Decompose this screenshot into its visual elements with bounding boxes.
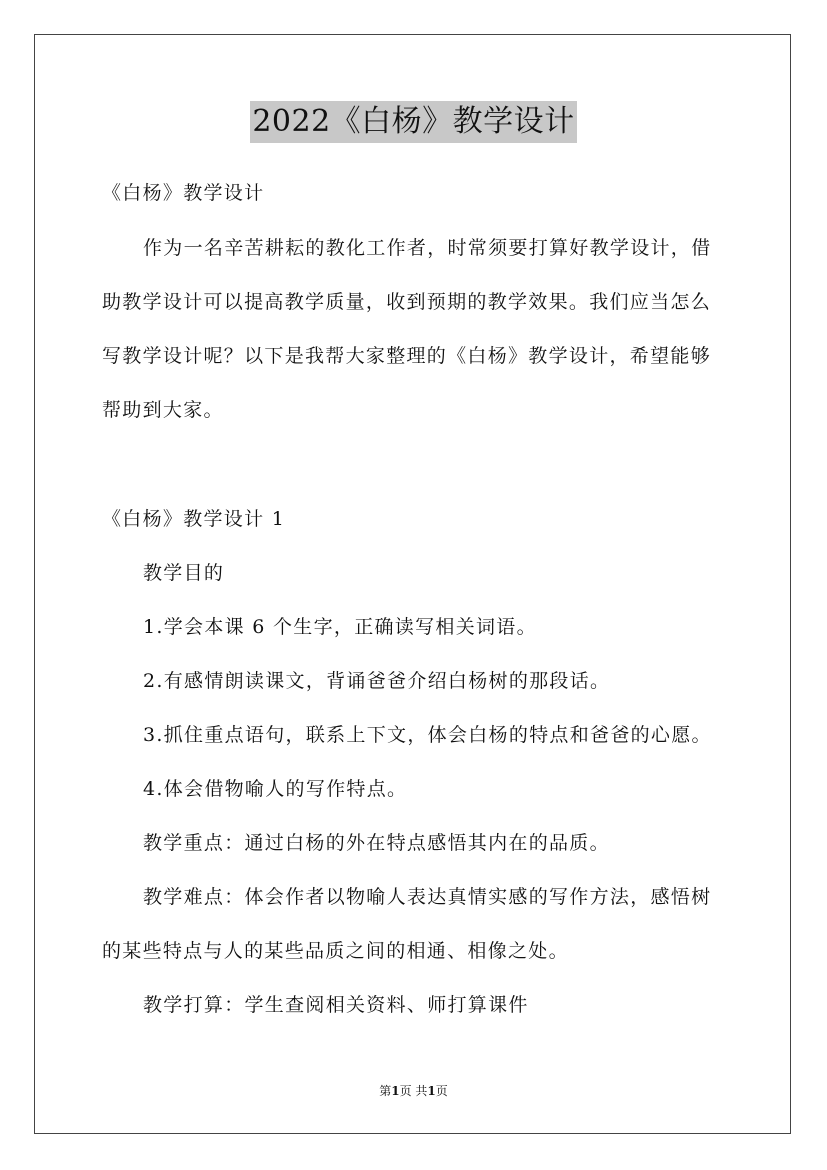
difficulty-line: 的某些特点与人的某些品质之间的相通、相像之处。 — [102, 940, 569, 962]
key-point: 教学重点：通过白杨的外在特点感悟其内在的品质。 — [143, 832, 610, 854]
title-container — [0, 101, 827, 143]
footer-page-mid: 页 共 — [399, 1084, 428, 1098]
section-heading: 《白杨》教学设计 1 — [102, 508, 286, 530]
objective-item: 2.有感情朗读课文，背诵爸爸介绍白杨树的那段话。 — [143, 670, 611, 692]
objective-item: 3.抓住重点语句，联系上下文，体会白杨的特点和爸爸的心愿。 — [143, 724, 712, 746]
objectives-label: 教学目的 — [143, 562, 225, 584]
footer-page-prefix: 第 — [379, 1084, 392, 1098]
objective-item: 4.体会借物喻人的写作特点。 — [143, 778, 408, 800]
footer-page-total: 1 — [427, 1084, 436, 1098]
intro-paragraph-line: 助教学设计可以提高教学质量，收到预期的教学效果。我们应当怎么 — [102, 291, 712, 313]
intro-heading: 《白杨》教学设计 — [102, 182, 265, 204]
intro-paragraph-line: 写教学设计呢？以下是我帮大家整理的《白杨》教学设计，希望能够 — [102, 345, 712, 367]
intro-paragraph-line: 帮助到大家。 — [102, 399, 224, 421]
intro-paragraph-line: 作为一名辛苦耕耘的教化工作者，时常须要打算好教学设计，借 — [143, 237, 712, 259]
footer-page-suffix: 页 — [435, 1084, 448, 1098]
page-footer — [0, 1082, 827, 1100]
footer-page-current: 1 — [391, 1084, 400, 1098]
preparation: 教学打算：学生查阅相关资料、师打算课件 — [143, 994, 529, 1016]
objective-item: 1.学会本课 6 个生字，正确读写相关词语。 — [143, 616, 537, 638]
difficulty-line: 教学难点：体会作者以物喻人表达真情实感的写作方法，感悟树 — [143, 886, 712, 908]
document-title: 2022《白杨》教学设计 — [250, 101, 576, 143]
